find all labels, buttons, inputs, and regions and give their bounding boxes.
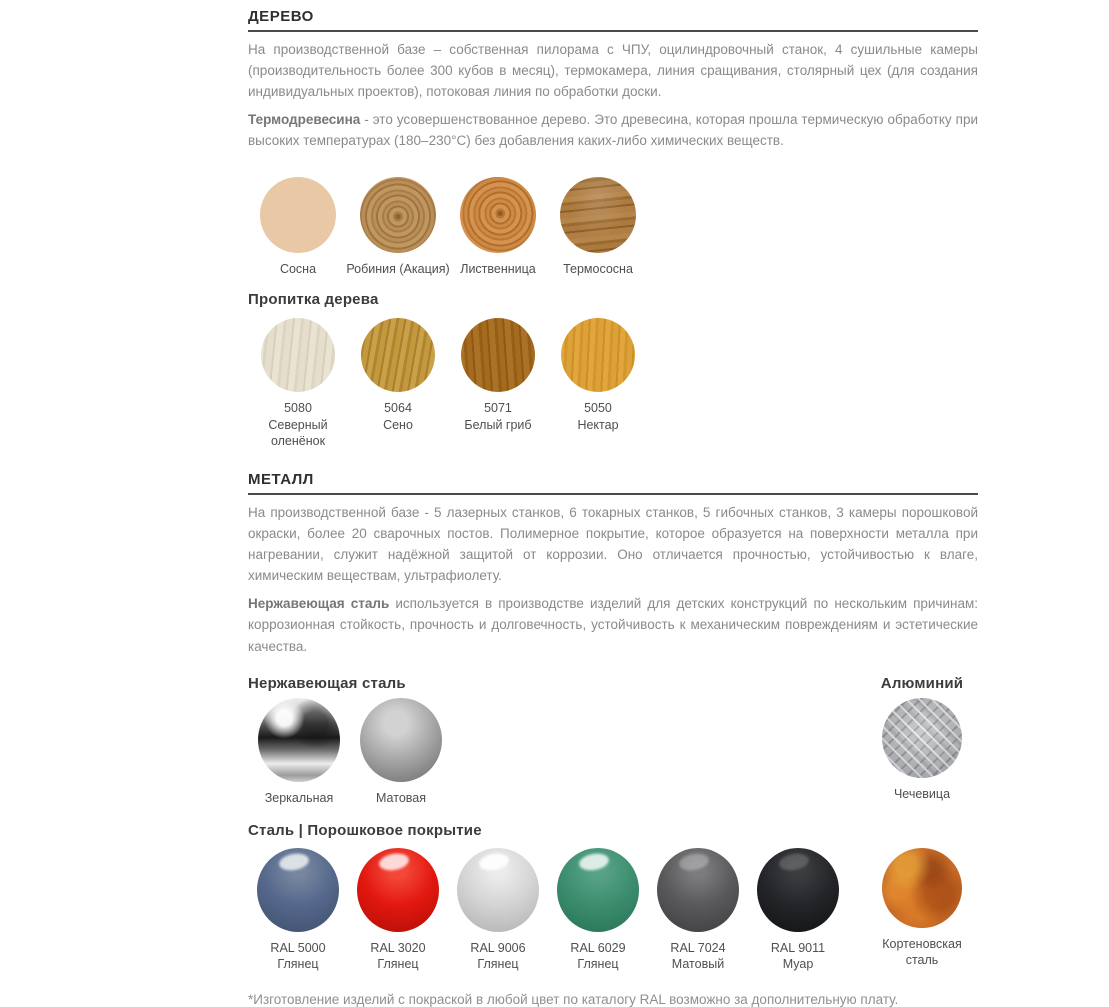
impregnation-label-5071 [464,400,531,433]
stainless-heading: Нержавеющая сталь [248,674,406,692]
larch-label: Лиственница [460,262,536,277]
stainless-swatch-mirror [248,698,350,806]
impregnation-row [248,318,978,449]
wood-swatch-robinia [348,177,448,277]
impregnation-code: 5064 [384,401,412,416]
matte-steel-ball [360,698,442,782]
ral-3020-label [370,940,425,973]
stainless-aluminium-row [248,698,978,806]
stainless-balls-group [248,698,452,806]
ral-finish: Глянец [577,957,619,972]
wood-section-title: ДЕРЕВО [248,8,978,32]
impregnation-swatch-5064 [348,318,448,433]
stainless-description: используется в производстве изделий для детских конструкций по нескольким причинам: коррозионная стойкость, прочность и долговечность, устойчивость к механическим повреждениям и эстетические качества. [248,596,978,654]
stainless-aluminium-headings [248,675,978,692]
impregnation-swatch-5050 [548,318,648,433]
catalog-page [248,8,978,1007]
ral-swatch-6029 [548,848,648,973]
ral-9011-ball [757,848,839,932]
wood-swatch-thermopine [548,177,648,277]
stainless-term: Нержавеющая сталь [248,596,390,612]
thermopine-wood-sample [560,177,636,253]
ral-footnote: *Изготовление изделий с покраской в любой цвет по каталогу RAL возможно за дополнительную плату. [248,992,899,1007]
thermopine-label: Термососна [563,262,633,277]
corten-column [872,848,972,969]
ral-code: RAL 7024 [670,940,726,955]
stainless-swatch-matte [350,698,452,806]
wood-swatch-pine [248,177,348,277]
impregnation-color-5050 [561,318,635,392]
impregnation-name: Нектар [577,417,619,432]
ral-code: RAL 3020 [370,940,426,955]
ral-9006-label [470,940,525,973]
ral-finish: Муар [782,957,814,972]
impregnation-code: 5050 [584,401,612,416]
impregnation-color-5064 [361,318,435,392]
ral-code: RAL 9011 [770,940,826,955]
metal-section-title: МЕТАЛЛ [248,471,978,495]
impregnation-code: 5071 [484,401,512,416]
ral-finish: Глянец [477,957,519,972]
ral-balls-group [248,848,848,973]
powder-coating-heading: Сталь | Порошковое покрытие [248,821,482,839]
pine-wood-sample [260,177,336,253]
pine-label: Сосна [279,262,317,277]
ral-finish: Матовый [671,957,725,972]
ral-code: RAL 6029 [570,940,626,955]
powder-coating-row [248,848,978,973]
ral-7024-ball [657,848,739,932]
metal-stainless-paragraph [248,593,978,656]
ral-swatch-9006 [448,848,548,973]
impregnation-swatch-5080 [248,318,348,449]
wood-intro-paragraph: На производственной базе – собственная пилорама с ЧПУ, оцилиндровочный станок, 4 сушильные камеры (производительность более 300 кубов в месяц), термокамера, линия сращивания, столярный цех (для создания индивидуальных проектов), потоковая линия по обработки доски. [248,42,978,100]
ral-3020-ball [357,848,439,932]
ral-finish: Глянец [277,957,319,972]
thermowood-description: - это усовершенствованное дерево. Это древесина, которая прошла термическую обработку при высоких температурах (180–230°С) без добавления каких-либо химических веществ. [248,112,978,149]
robinia-wood-sample [360,177,436,253]
robinia-label: Робиния (Акация) [346,262,450,277]
impregnation-name: Сено [383,417,413,432]
ral-6029-label [570,940,625,973]
aluminium-column [872,698,972,802]
impregnation-label-5050 [577,400,618,433]
impregnation-name: Северный оленёнок [268,417,328,448]
impregnation-color-5080 [261,318,335,392]
wood-section [248,8,978,449]
larch-wood-sample [460,177,536,253]
ral-5000-ball [257,848,339,932]
impregnation-code: 5080 [284,401,312,416]
wood-thermowood-paragraph [248,109,978,151]
ral-swatch-7024 [648,848,748,973]
metal-intro-paragraph: На производственной базе - 5 лазерных станков, 6 токарных станков, 5 гибочных станков, 3 камеры порошковой окраски, более 20 сварочных постов. Полимерное покрытие, которое образуется на поверхности металла при нагревании, служит надёжной защитой от коррозии. Оно отличается прочностью, устойчивостью к влаге, химическим веществам, ультрафиолету. [248,505,978,584]
ral-code: RAL 5000 [270,940,326,955]
metal-section [248,471,978,972]
ral-6029-ball [557,848,639,932]
mirror-label: Зеркальная [264,790,334,805]
corten-steel-sample [882,848,962,928]
impregnation-label-5064 [383,400,413,433]
ral-5000-label [270,940,325,973]
impregnation-swatch-5071 [448,318,548,433]
impregnation-heading: Пропитка дерева [248,291,379,309]
ral-9006-ball [457,848,539,932]
aluminium-checker-plate-sample [882,698,962,778]
matte-label: Матовая [376,790,426,805]
thermowood-term: Термодревесина [248,112,361,128]
ral-swatch-3020 [348,848,448,973]
ral-code: RAL 9006 [470,940,526,955]
corten-label: Кортеновская сталь [882,936,962,968]
impregnation-label-5080 [255,400,341,449]
ral-finish: Глянец [377,957,419,972]
wood-species-row [248,177,978,277]
ral-7024-label [670,940,725,973]
impregnation-color-5071 [461,318,535,392]
aluminium-heading: Алюминий [880,674,964,692]
mirror-steel-ball [258,698,340,782]
wood-swatch-larch [448,177,548,277]
ral-swatch-9011 [748,848,848,973]
impregnation-name: Белый гриб [464,417,532,432]
ral-swatch-5000 [248,848,348,973]
aluminium-finish-label: Чечевица [893,786,951,801]
ral-9011-label [771,940,825,973]
